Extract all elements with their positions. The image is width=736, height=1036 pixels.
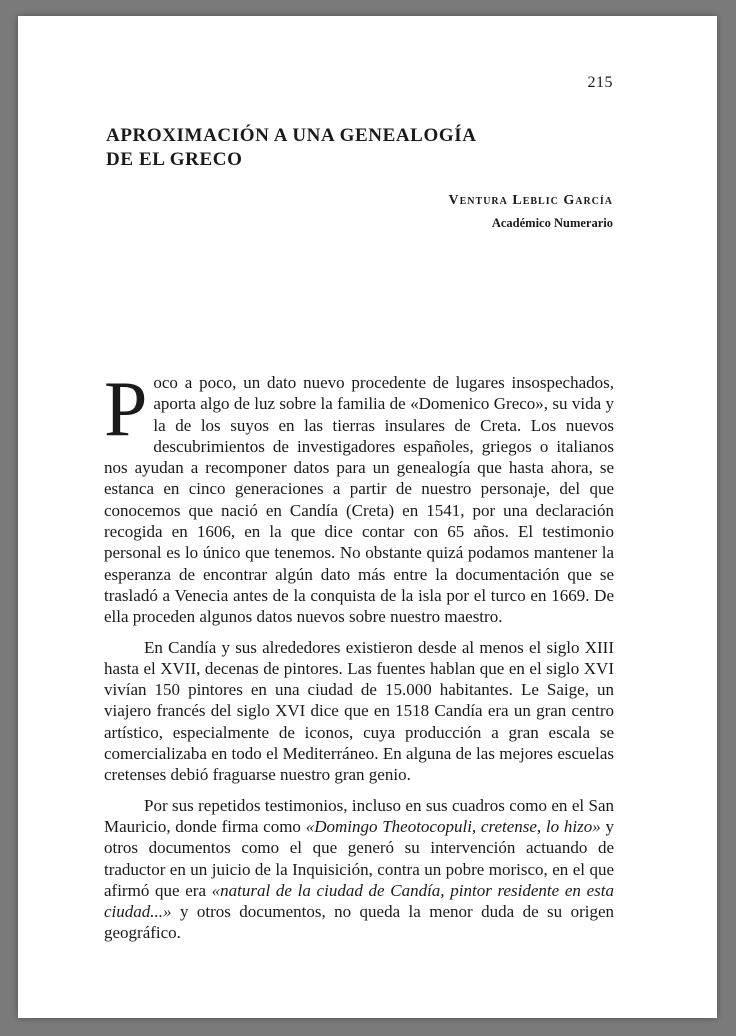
paragraph-3-part-1: Por sus repetidos testimonios, incluso en sus cuadros como en el San Mauricio, donde firma como — [104, 795, 614, 836]
title-line-2: DE EL GRECO — [106, 149, 243, 170]
document-page — [18, 16, 717, 1018]
declaration-quote: «natural de la ciudad de Candía, pintor residente en esta ciudad...» — [104, 880, 614, 922]
title-line-1: APROXIMACIÓN A UNA GENEALOGÍA — [106, 125, 477, 146]
drop-cap: P — [104, 365, 148, 452]
paragraph-3-part-2: y otros documentos como el que generó su intervención actuando de traductor en un juicio de la Inquisición, contra un pobre morisco, en el que afirmó que era — [104, 816, 614, 900]
paragraph-1-text: oco a poco, un dato nuevo procedente de lugares insospechados, aporta algo de luz sobre la familia de «Domenico Greco», su vida y la de los suyos en las tierras insulares de Creta. Los nuevos descubrimientos de investigadores españoles, griegos o italianos nos ayudan a recomponer datos para un genealogía que hasta ahora, se estanca en cinco generaciones a partir de nuestro personaje, del que conocemos que nació en Candía (Creta) en 1541, por una declaración recogida en 1606, en la que dice contar con 65 años. El testimonio personal es lo único que tenemos. No obstante quizá podamos mantener la esperanza de encontrar algún dato más entre la documentación que se trasladó a Venecia antes de la conquista de la isla por el turco en 1669. De ella proceden algunos datos nuevos sobre nuestro maestro. — [104, 373, 614, 627]
paragraph-3 — [104, 795, 614, 944]
signature-quote: «Domingo Theotocopuli, cretense, lo hizo» — [305, 816, 601, 836]
author-name: Ventura Leblic García — [448, 193, 613, 208]
paragraph-3-part-3: y otros documentos, no queda la menor duda de su origen geográfico. — [104, 902, 614, 943]
page-number: 215 — [587, 74, 613, 91]
paragraph-1 — [104, 365, 614, 628]
paragraph-2: En Candía y sus alrededores existieron desde al menos el siglo XIII hasta el XVII, decenas de pintores. Las fuentes hablan que en el siglo XVI vivían 150 pintores en una ciudad de 15.000 habitantes. Le Saige, un viajero francés del siglo XVI dice que en 1518 Candía era un gran centro artístico, especialmente de iconos, cuya producción a gran escala se comercializaba en todo el Mediterráneo. En alguna de las mejores escuelas cretenses debió fraguarse nuestro gran genio. — [104, 637, 614, 785]
article-title — [106, 124, 626, 172]
article-body — [104, 365, 614, 953]
author-position: Académico Numerario — [491, 216, 613, 230]
